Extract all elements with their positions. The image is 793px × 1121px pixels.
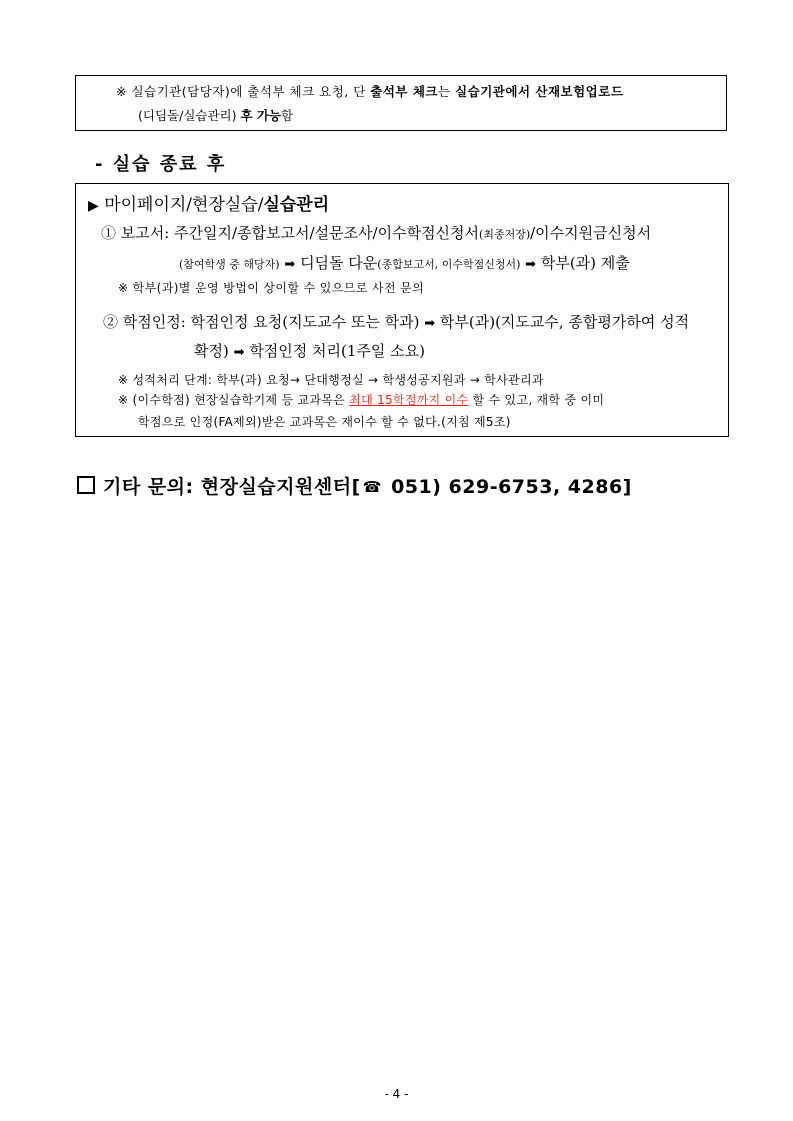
page-number: - 4 - <box>384 1087 409 1101</box>
menu-path-bold: 실습관리 <box>263 195 330 215</box>
right-arrow-icon: ➡ <box>284 257 296 272</box>
credit-label-a: ② 학점인정: 학점인정 요청(지도교수 또는 학과) <box>103 313 420 331</box>
credit-line-2 <box>194 340 425 361</box>
notice-text-c: 는 <box>438 84 456 99</box>
notice-text-didimdol: (디딤돌/실습관리) <box>138 108 241 123</box>
note-grade: ※ 성적처리 단계: 학부(과) 요청→ 단대행정실 → 학생성공지원과 → 학사관리과 <box>118 373 544 387</box>
report-note-docs: (종합보고서, 이수학점신청서) <box>377 258 521 271</box>
checkbox-square-icon <box>77 476 95 494</box>
notice-text-end: 함 <box>281 108 294 123</box>
report-label: ① 보고서: 주간일지/종합보고서/설문조사/이수학점신청서 <box>101 224 480 242</box>
menu-path <box>88 190 329 215</box>
notice-bold-attendance: 출석부 체크 <box>370 84 438 99</box>
right-arrow-icon: ➡ <box>424 316 436 331</box>
notice-line-1 <box>116 82 623 100</box>
report-line-2 <box>179 252 630 273</box>
contact-line <box>77 472 632 499</box>
right-arrow-icon: ➡ <box>233 345 245 360</box>
report-note-final: (최종저장) <box>479 228 531 241</box>
note-credit-b: 할 수 있고, 재학 중 이미 <box>468 393 605 407</box>
note-dept: ※ 학부(과)별 운영 방법이 상이할 수 있으므로 사전 문의 <box>118 281 425 295</box>
contact-label: 기타 문의: 현장실습지원센터[ <box>103 476 361 498</box>
report-label-tail: /이수지원금신청서 <box>530 224 652 242</box>
note-credit-a: ※ (이수학점) 현장실습학기제 등 교과목은 <box>118 393 350 407</box>
report-line-1 <box>101 222 651 243</box>
notice-bold-possible: 후 가능 <box>240 108 282 123</box>
notice-bold-insurance: 실습기관에서 산재보험업로드 <box>455 84 624 99</box>
report-note-target: (참여학생 중 해당자) <box>179 258 280 271</box>
note-credit-highlight: 최대 15학점까지 이수 <box>349 393 469 407</box>
credit-label-b: 학부(과)(지도교수, 종합평가하여 성적 <box>439 313 690 331</box>
note-credit-line-2: 학점으로 인정(FA제외)받은 교과목은 재이수 할 수 없다.(지침 제5조) <box>138 415 511 429</box>
note-mark: ※ <box>116 84 127 99</box>
notice-line-2 <box>138 106 293 124</box>
menu-path-text: 마이페이지/현장실습/ <box>104 195 264 215</box>
notice-box <box>75 75 727 131</box>
right-arrow-icon: ➡ <box>525 257 537 272</box>
report-submit: 학부(과) 제출 <box>540 254 630 272</box>
notice-text-a: 실습기관(담당자)에 출석부 체크 요청, 단 <box>131 84 371 99</box>
procedure-box <box>75 183 729 437</box>
section-heading: - 실습 종료 후 <box>95 154 227 175</box>
credit-line2-a: 확정) <box>194 342 229 360</box>
credit-line2-b: 학점인정 처리(1주일 소요) <box>249 342 425 360</box>
note-credit <box>118 391 604 408</box>
play-arrow-icon: ▶ <box>88 198 99 214</box>
report-step: 디딤돌 다운 <box>300 254 378 272</box>
contact-numbers: 051) 629-6753, 4286] <box>383 476 632 498</box>
phone-icon: ☎ <box>362 478 382 496</box>
credit-line-1 <box>103 311 689 332</box>
